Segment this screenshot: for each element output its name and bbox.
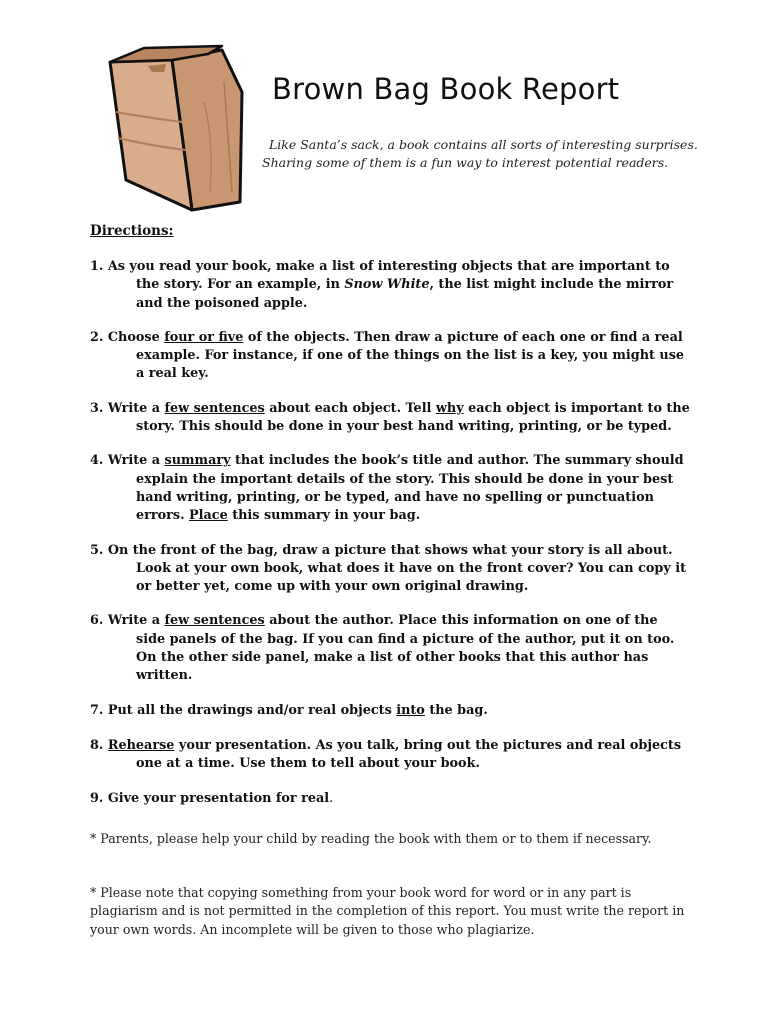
page-title: Brown Bag Book Report (272, 72, 620, 106)
step-number: 9. (90, 790, 104, 806)
step-5 (90, 542, 690, 597)
step-7 (90, 702, 690, 720)
directions-list (90, 258, 690, 825)
step-text: As you read your book, make a list of interesting objects that are important to the story. For an example, in (103, 259, 670, 293)
step-text: about each object. Tell (264, 400, 436, 416)
emphasis-underline: into (396, 702, 425, 718)
step-4 (90, 452, 690, 525)
step-6 (90, 612, 690, 685)
step-number: 5. (90, 542, 104, 558)
step-text: , the list might include the mirror and the poisoned apple. (136, 277, 674, 311)
step-text: your presentation. As you talk, bring out the pictures and real objects one at a time. Use them to tell about your book. (136, 737, 682, 772)
step-number: 1. (90, 259, 104, 274)
step-number: 8. (90, 737, 104, 753)
step-text: Choose (107, 329, 165, 345)
step-number: 2. (90, 329, 104, 345)
step-number: 7. (90, 702, 104, 718)
paper-bag-icon (104, 42, 254, 214)
step-text: . (329, 790, 334, 806)
book-title-snow-white: Snow White (344, 277, 430, 293)
parents-note: * Parents, please help your child by reading the book with them or to them if necessary. (90, 831, 652, 846)
step-text: On the front of the bag, draw a picture that shows what your story is all about. Look at your own book, what does it have on the front cover? You can copy it or better yet, come up with your own original drawing. (107, 542, 687, 595)
step-number: 4. (90, 453, 104, 469)
step-9 (90, 790, 690, 808)
emphasis-underline: Place (189, 508, 228, 524)
step-text: Write a (107, 400, 165, 416)
emphasis-underline: Rehearse (107, 737, 175, 753)
intro-line-1: Like Santa’s sack, a book contains all sorts of interesting surprises. (269, 137, 698, 152)
plagiarism-note: * Please note that copying something from your book word for word or in any part is plagiarism and is not permitted in the completion of this report. You must write the report in your own words. An incomplete will be given to those who plagiarize. (90, 885, 685, 937)
step-text: that includes the book’s title and author. The summary should explain the important details of the story. This should be done in your best hand writing, printing, or be typed, and have no spelling or punctuation errors. (136, 453, 684, 524)
emphasis-underline: summary (164, 453, 231, 469)
step-text: this summary in your bag. (227, 508, 421, 524)
emphasis-underline: why (435, 400, 464, 416)
step-number: 6. (90, 613, 104, 629)
step-1 (90, 258, 690, 313)
step-text: Write a (107, 613, 165, 629)
step-8 (90, 737, 690, 774)
step-text: Write a (107, 453, 165, 469)
directions-heading: Directions: (90, 223, 174, 239)
emphasis-underline: few sentences (164, 400, 265, 416)
intro-line-2: Sharing some of them is a fun way to interest potential readers. (262, 155, 669, 170)
step-2 (90, 329, 690, 384)
emphasis-underline: few sentences (164, 613, 265, 629)
step-text: Put all the drawings and/or real objects (107, 702, 397, 718)
step-text: about the author. Place this information on one of the side panels of the bag. If you can find a picture of the author, put it on too. On the other side panel, make a list of other books that this author has written. (136, 613, 675, 684)
emphasis-underline: four or five (164, 329, 244, 345)
step-text: the bag. (424, 702, 488, 718)
step-text: each object is important to the story. This should be done in your best hand writing, printing, or be typed. (136, 400, 690, 435)
step-text: of the objects. Then draw a picture of each one or find a real example. For instance, if one of the things on the list is a key, you might use a real key. (136, 329, 685, 382)
intro-text (262, 136, 702, 172)
step-3 (90, 400, 690, 437)
step-text: Give your presentation for real (107, 790, 330, 806)
step-number: 3. (90, 400, 104, 416)
